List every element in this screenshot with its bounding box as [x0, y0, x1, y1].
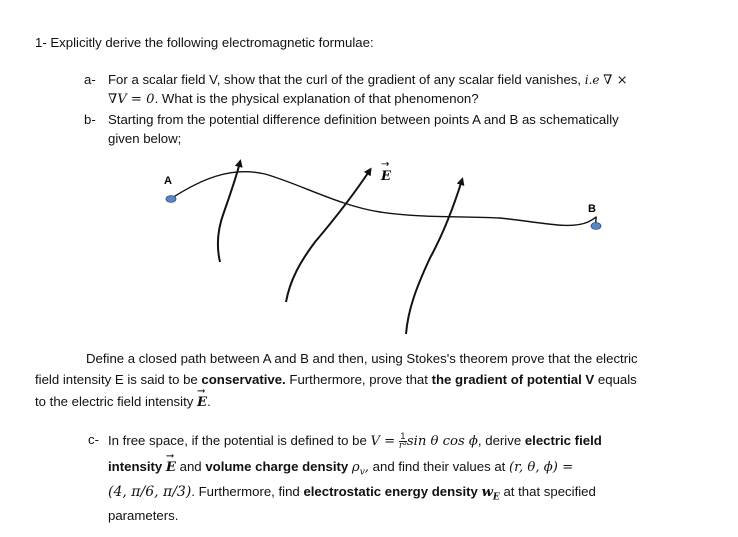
conservative-term: conservative. [201, 372, 286, 387]
stokes-line1: Define a closed path between A and B and then, using Stokes's theorem prove that the electric [86, 351, 638, 366]
part-c-line1-pre: In free space, if the potential is defined to be [108, 432, 367, 448]
stokes-line2 [35, 372, 637, 387]
part-c-line1-post: , derive [477, 432, 522, 448]
stokes-line2-mid: Furthermore, prove that [285, 372, 432, 387]
question-heading: 1- Explicitly derive the following electromagnetic formulae: [35, 35, 374, 50]
field-line-1 [218, 162, 240, 262]
field-e-label: E [381, 169, 391, 184]
part-c-and: and [179, 459, 202, 474]
potential-trig: sin θ cos ϕ [406, 433, 478, 449]
charge-density-term: volume charge density [205, 459, 349, 474]
stokes-line2-post: equals [594, 372, 637, 387]
ie-text: i.e [584, 73, 600, 87]
electric-field-term: electric field [524, 432, 602, 448]
part-b-line1: Starting from the potential difference definition between points A and B as schematically [108, 112, 619, 127]
rho-subscript: v [359, 467, 365, 478]
part-c-line3-text: . Furthermore, find [191, 484, 300, 499]
part-b-marker: b- [84, 112, 96, 127]
potential-fraction [399, 432, 407, 451]
part-a-text: For a scalar field V, show that the curl of the gradient of any scalar field vanishes, [108, 72, 582, 87]
fraction-numerator: 1 [400, 431, 406, 441]
w-subscript: E [492, 492, 500, 503]
part-c-line2-post: and find their values at [372, 459, 506, 474]
part-b-line2: given below; [108, 131, 182, 146]
part-c-line2 [108, 459, 573, 478]
part-c-line4: parameters. [108, 508, 179, 523]
point-b-label: B [588, 203, 596, 215]
w-symbol [481, 485, 500, 503]
stokes-line3 [35, 394, 211, 410]
part-c-marker: c- [88, 432, 99, 447]
field-line-3 [406, 180, 462, 334]
coordinates-expression: (r, θ, ϕ) = [509, 460, 574, 475]
stokes-line3-pre: to the electric field intensity [35, 394, 197, 409]
part-a-marker: a- [84, 72, 96, 87]
e-vector-symbol: → E [197, 395, 207, 410]
rho-symbol: $\rho_v$, [351, 460, 369, 478]
coordinate-values: (4, π/6, π/3) [108, 484, 192, 500]
stokes-line3-post: . [207, 394, 211, 409]
field-e-vector-arrow: → [381, 159, 390, 170]
grad-zero-expression: ∇V = 0 [108, 92, 155, 107]
stokes-line2-pre: field intensity E is said to be [35, 372, 202, 387]
part-c-line3 [108, 484, 596, 503]
part-a-question: . What is the physical explanation of that phenomenon? [154, 91, 479, 106]
curl-expression: ∇ × [603, 73, 628, 88]
gradient-term: the gradient of potential V [431, 372, 595, 387]
intensity-term: intensity [108, 459, 163, 474]
part-c-line1 [108, 432, 602, 451]
w-char: w [481, 485, 493, 500]
field-line-2 [286, 170, 370, 302]
point-a-label: A [164, 175, 172, 187]
fraction-denominator: r³ [398, 441, 407, 451]
rho-char: ρ [351, 460, 360, 475]
part-c-line3-post: at that specified [503, 484, 596, 499]
point-b-dot [591, 223, 601, 230]
energy-density-term: electrostatic energy density [303, 484, 478, 499]
potential-v-symbol: V = [370, 433, 396, 449]
e-vector-symbol-c: → E [166, 460, 176, 475]
point-a-dot [166, 196, 176, 203]
